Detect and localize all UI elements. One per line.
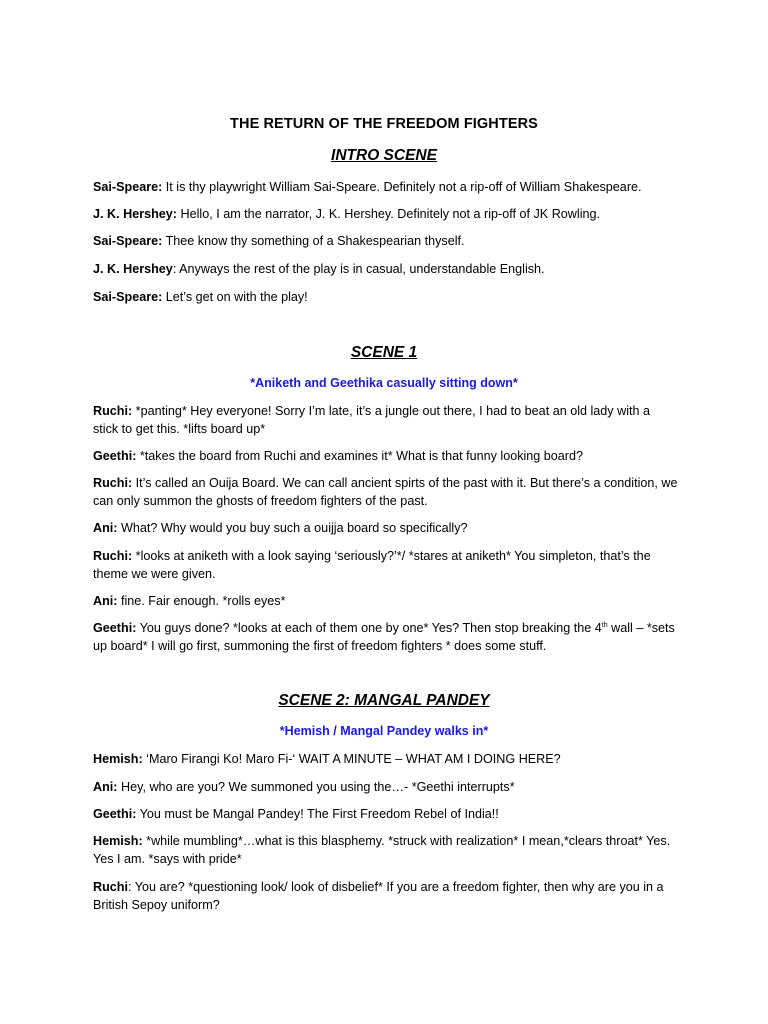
dialogue-line <box>93 233 678 251</box>
speaker-name: Hemish: <box>93 752 143 766</box>
speaker-name: Sai-Speare: <box>93 234 163 248</box>
dialogue-text: *while mumbling*…what is this blasphemy. *struck with realization* I mean,*clears throat* Yes. Yes I am. *says with pride* <box>93 834 671 866</box>
speaker-name: Geethi: <box>93 807 137 821</box>
dialogue-line <box>93 261 678 279</box>
stage-direction: *Hemish / Mangal Pandey walks in* <box>279 724 489 738</box>
speaker-name: Ani: <box>93 521 118 535</box>
speaker-name: J. K. Hershey: <box>93 207 177 221</box>
dialogue-text: It’s called an Ouija Board. We can call ancient spirts of the past with it. But there’s a condition, we can only summon the ghosts of freedom fighters of the past. <box>93 476 678 508</box>
stage-direction: *Aniketh and Geethika casually sitting down* <box>250 376 518 390</box>
speaker-name: Hemish: <box>93 834 143 848</box>
dialogue-line <box>93 448 678 466</box>
dialogue-line <box>93 179 678 197</box>
speaker-name: Sai-Speare: <box>93 290 163 304</box>
dialogue-text: What? Why would you buy such a ouijja board so specifically? <box>117 521 468 535</box>
dialogue-line <box>93 520 678 538</box>
dialogue-text: : Anyways the rest of the play is in casual, understandable English. <box>172 262 545 276</box>
dialogue-text: Hey, who are you? We summoned you using the…- *Geethi interrupts* <box>117 780 515 794</box>
scene1-heading: SCENE 1 <box>350 344 418 361</box>
dialogue-line <box>93 751 678 769</box>
speaker-name: Ruchi: <box>93 476 133 490</box>
intro-heading: INTRO SCENE <box>331 147 437 164</box>
play-title: THE RETURN OF THE FREEDOM FIGHTERS <box>230 116 538 132</box>
dialogue-text: : You are? *questioning look/ look of disbelief* If you are a freedom fighter, then why are you in a British Sepoy uniform? <box>93 880 664 912</box>
speaker-name: J. K. Hershey <box>93 262 173 276</box>
dialogue-line <box>93 879 678 914</box>
dialogue-text: Hello, I am the narrator, J. K. Hershey. Definitely not a rip-off of JK Rowling. <box>177 207 601 221</box>
speaker-name: Geethi: <box>93 621 137 635</box>
dialogue-line <box>93 289 678 307</box>
dialogue-text: Let’s get on with the play! <box>162 290 308 304</box>
speaker-name: Geethi: <box>93 449 137 463</box>
speaker-name: Ruchi: <box>93 404 133 418</box>
dialogue-line <box>93 475 678 510</box>
speaker-name: Ruchi <box>93 880 128 894</box>
dialogue-line <box>93 593 678 611</box>
speaker-name: Ruchi: <box>93 549 133 563</box>
ordinal-superscript: th <box>601 621 608 629</box>
speaker-name: Ani: <box>93 594 118 608</box>
dialogue-text: *takes the board from Ruchi and examines it* What is that funny looking board? <box>136 449 584 463</box>
dialogue-line <box>93 806 678 824</box>
dialogue-text: fine. Fair enough. *rolls eyes* <box>117 594 286 608</box>
dialogue-text: ‘Maro Firangi Ko! Maro Fi-‘ WAIT A MINUTE – WHAT AM I DOING HERE? <box>142 752 561 766</box>
dialogue-text: Thee know thy something of a Shakespearian thyself. <box>162 234 465 248</box>
dialogue-text: You guys done? *looks at each of them one by one* Yes? Then stop breaking the 4 <box>136 621 602 635</box>
dialogue-text: *looks at aniketh with a look saying ‘seriously?’*/ *stares at aniketh* You simpleton, that’s the theme we were given. <box>93 549 651 581</box>
scene2-heading: SCENE 2: MANGAL PANDEY <box>278 692 490 709</box>
dialogue-text: wall – *sets up board* I will go first, summoning the first of freedom fighters * does some stuff. <box>93 621 675 653</box>
dialogue-text: *panting* Hey everyone! Sorry I’m late, it’s a jungle out there, I had to beat an old lady with a stick to get this. *lifts board up* <box>93 404 651 436</box>
speaker-name: Sai-Speare: <box>93 180 163 194</box>
dialogue-line <box>93 403 678 438</box>
dialogue-line <box>93 779 678 797</box>
dialogue-line <box>93 620 678 655</box>
dialogue-line <box>93 548 678 583</box>
dialogue-text: It is thy playwright William Sai-Speare. Definitely not a rip-off of William Shakespeare. <box>162 180 642 194</box>
speaker-name: Ani: <box>93 780 118 794</box>
dialogue-line <box>93 833 678 868</box>
dialogue-text: You must be Mangal Pandey! The First Freedom Rebel of India!! <box>136 807 499 821</box>
dialogue-line <box>93 206 678 224</box>
